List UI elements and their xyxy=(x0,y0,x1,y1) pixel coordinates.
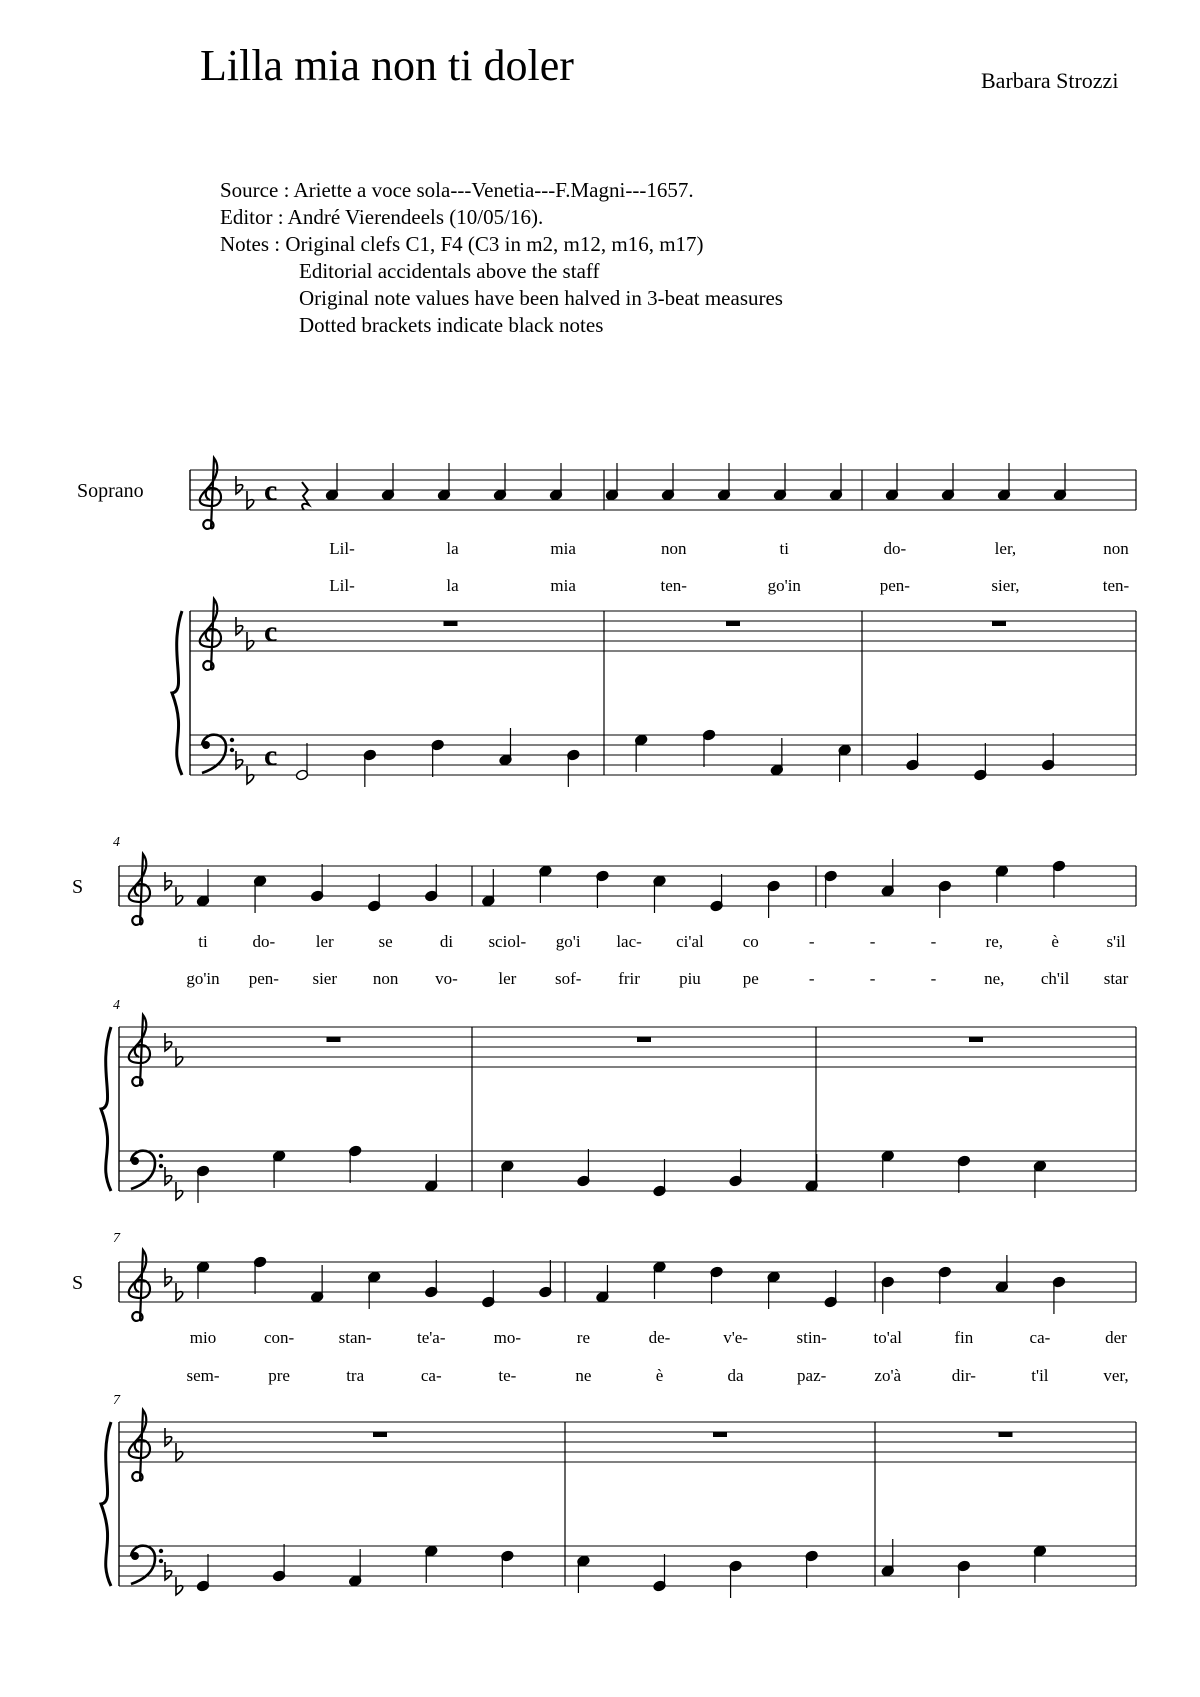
soprano-note xyxy=(881,1276,894,1314)
bass-note xyxy=(653,1159,666,1197)
editor-line: Editor : André Vierendeels (10/05/16). xyxy=(220,205,544,229)
flat-sign xyxy=(165,1167,172,1185)
soprano-note xyxy=(661,463,674,501)
soprano-note xyxy=(885,463,898,501)
lyric-syllable: stin- xyxy=(796,1328,827,1347)
soprano-note xyxy=(653,875,666,913)
lyric-syllable: ca- xyxy=(420,1366,442,1385)
lyric-syllable: ca- xyxy=(1029,1328,1051,1347)
whole-rest xyxy=(726,621,740,626)
soprano-note xyxy=(605,463,618,501)
bass-note xyxy=(634,734,647,772)
bass-note xyxy=(881,1150,894,1188)
flat-sign xyxy=(236,617,243,635)
lyric-syllable: - xyxy=(808,932,815,951)
lyric-syllable: do- xyxy=(252,932,276,951)
lyric-syllable: Lil- xyxy=(329,539,355,558)
lyric-syllable: re xyxy=(576,1328,591,1347)
soprano-note xyxy=(717,463,730,501)
lyric-syllable: sier xyxy=(312,969,338,988)
bass-note xyxy=(348,1549,361,1587)
whole-rest xyxy=(637,1037,651,1042)
notes-line: Notes : Original clefs C1, F4 (C3 in m2, m12, m16, m17) xyxy=(220,232,704,256)
lyric-syllable: la xyxy=(446,576,459,595)
lyric-syllable: sof- xyxy=(554,969,582,988)
lyric-syllable: la xyxy=(446,539,459,558)
lyric-syllable: te'a- xyxy=(416,1328,446,1347)
bass-note xyxy=(906,733,919,771)
bass-note xyxy=(838,744,851,782)
bass-note xyxy=(577,1555,590,1593)
soprano-note xyxy=(196,869,209,907)
soprano-note xyxy=(767,1271,780,1309)
lyric-syllable: go'in xyxy=(767,576,801,595)
soprano-note xyxy=(493,463,506,501)
soprano-note xyxy=(824,1270,837,1308)
lyric-syllable: ten- xyxy=(660,576,687,595)
whole-rest xyxy=(713,1432,727,1437)
lyric-syllable: da xyxy=(727,1366,744,1385)
soprano-note xyxy=(653,1261,666,1299)
soprano-note xyxy=(425,864,438,902)
lyric-syllable: - xyxy=(869,932,876,951)
part-label: S xyxy=(72,1272,84,1294)
lyric-syllable: ler, xyxy=(994,539,1017,558)
lyric-syllable: co xyxy=(742,932,759,951)
bass-note xyxy=(272,1150,285,1188)
soprano-note xyxy=(829,463,842,501)
lyric-syllable: s'il xyxy=(1106,932,1126,951)
soprano-note xyxy=(325,463,338,501)
treble-clef xyxy=(200,599,221,670)
lyric-syllable: non xyxy=(372,969,399,988)
bass-note xyxy=(974,743,987,781)
soprano-note xyxy=(549,463,562,501)
bass-note xyxy=(295,743,308,781)
soprano-note xyxy=(482,869,495,907)
soprano-note xyxy=(997,463,1010,501)
lyric-syllable: non xyxy=(660,539,687,558)
soprano-note xyxy=(425,1260,438,1298)
flat-sign xyxy=(236,476,243,494)
bass-note xyxy=(770,738,783,776)
lyric-syllable: pen- xyxy=(248,969,279,988)
soprano-note xyxy=(710,874,723,912)
bass-clef-dot xyxy=(159,1549,163,1553)
treble-clef xyxy=(129,1410,150,1481)
bass-note xyxy=(702,729,715,767)
lyric-syllable: v'e- xyxy=(723,1328,748,1347)
lyric-syllable: lac- xyxy=(616,932,642,951)
treble-clef xyxy=(129,1015,150,1086)
lyric-syllable: non xyxy=(1103,539,1129,558)
bass-clef-dot xyxy=(230,738,234,742)
bass-note xyxy=(653,1554,666,1592)
soprano-note xyxy=(437,463,450,501)
time-signature: c xyxy=(264,474,278,507)
soprano-note xyxy=(710,1266,723,1304)
bass-note xyxy=(957,1155,970,1193)
soprano-note xyxy=(938,1266,951,1304)
lyric-syllable: con- xyxy=(263,1328,295,1347)
whole-rest xyxy=(327,1037,341,1042)
bass-note xyxy=(1033,1545,1046,1583)
lyric-syllable: go'in xyxy=(186,969,220,988)
soprano-note xyxy=(253,875,266,913)
lyric-syllable: mia xyxy=(550,576,576,595)
soprano-note xyxy=(767,880,780,918)
flat-sign xyxy=(247,766,254,784)
lyric-syllable: de- xyxy=(648,1328,671,1347)
lyric-syllable: stan- xyxy=(338,1328,372,1347)
soprano-note xyxy=(881,859,894,897)
soprano-note xyxy=(995,1255,1008,1293)
lyric-syllable: re, xyxy=(985,932,1004,951)
lyric-syllable: ti xyxy=(198,932,208,951)
lyric-syllable: - xyxy=(869,969,876,988)
measure-number: 7 xyxy=(113,1393,120,1408)
flat-sign xyxy=(176,1182,183,1200)
bass-clef-dot xyxy=(159,1164,163,1168)
flat-sign xyxy=(165,1268,172,1286)
bass-clef xyxy=(131,1151,155,1189)
bass-note xyxy=(805,1550,818,1588)
bass-note xyxy=(499,728,512,766)
lyric-syllable: der xyxy=(1105,1328,1127,1347)
bass-clef-dot xyxy=(202,741,210,749)
soprano-note xyxy=(310,864,323,902)
lyric-syllable: te- xyxy=(498,1366,517,1385)
soprano-note xyxy=(196,1261,209,1299)
flat-sign xyxy=(247,491,254,509)
bass-note xyxy=(501,1550,514,1588)
lyric-syllable: vo- xyxy=(435,969,458,988)
bass-clef-dot xyxy=(159,1559,163,1563)
lyric-syllable: to'al xyxy=(873,1328,903,1347)
bass-note xyxy=(431,739,444,777)
bass-note xyxy=(363,749,376,787)
bass-clef xyxy=(202,735,226,773)
soprano-note xyxy=(596,870,609,908)
lyric-syllable: sciol- xyxy=(488,932,527,951)
bass-note xyxy=(501,1160,514,1198)
lyric-syllable: dir- xyxy=(951,1366,976,1385)
soprano-note xyxy=(995,865,1008,903)
lyric-syllable: pre xyxy=(268,1366,290,1385)
lyric-syllable: mia xyxy=(550,539,576,558)
composer-name: Barbara Strozzi xyxy=(981,68,1119,93)
source-line: Source : Ariette a voce sola---Venetia---F.Magni---1657. xyxy=(220,178,694,202)
bass-clef xyxy=(131,1546,155,1584)
lyric-syllable: tra xyxy=(346,1366,365,1385)
flat-sign xyxy=(176,887,183,905)
soprano-note xyxy=(824,870,837,908)
soprano-note xyxy=(539,1260,552,1298)
piano-brace xyxy=(101,1027,111,1191)
treble-clef xyxy=(129,854,150,925)
piece-title: Lilla mia non ti doler xyxy=(200,41,574,90)
treble-clef xyxy=(129,1250,150,1321)
flat-sign xyxy=(176,1048,183,1066)
bass-clef-dot xyxy=(131,1552,139,1560)
lyric-syllable: - xyxy=(930,969,937,988)
soprano-note xyxy=(773,463,786,501)
bass-note xyxy=(729,1149,742,1187)
soprano-note xyxy=(310,1265,323,1303)
flat-sign xyxy=(247,632,254,650)
lyric-syllable: ler xyxy=(498,969,517,988)
lyric-syllable: paz- xyxy=(797,1366,827,1385)
lyric-syllable: sier, xyxy=(991,576,1020,595)
measure-number: 4 xyxy=(113,835,120,850)
flat-sign xyxy=(176,1283,183,1301)
lyric-syllable: pe xyxy=(742,969,759,988)
bass-clef-dot xyxy=(159,1154,163,1158)
lyric-syllable: do- xyxy=(883,539,907,558)
notes-line: Original note values have been halved in 3-beat measures xyxy=(299,286,783,310)
bass-note xyxy=(425,1154,438,1192)
lyric-syllable: se xyxy=(378,932,393,951)
notes-line: Dotted brackets indicate black notes xyxy=(299,313,604,337)
lyric-syllable: ler xyxy=(315,932,334,951)
soprano-note xyxy=(482,1270,495,1308)
bass-clef-dot xyxy=(131,1157,139,1165)
flat-sign xyxy=(165,872,172,890)
soprano-note xyxy=(1052,1276,1065,1314)
lyric-syllable: ver, xyxy=(1103,1366,1129,1385)
lyric-syllable: pen- xyxy=(879,576,910,595)
measure-number: 4 xyxy=(113,998,120,1013)
soprano-note xyxy=(941,463,954,501)
whole-rest xyxy=(999,1432,1013,1437)
flat-sign xyxy=(236,751,243,769)
lyric-syllable: ne xyxy=(575,1366,592,1385)
soprano-note xyxy=(539,865,552,903)
soprano-note xyxy=(1053,463,1066,501)
whole-rest xyxy=(444,621,458,626)
lyric-syllable: è xyxy=(1051,932,1059,951)
bass-note xyxy=(196,1165,209,1203)
flat-sign xyxy=(165,1033,172,1051)
bass-note xyxy=(425,1545,438,1583)
lyric-syllable: ch'il xyxy=(1040,969,1070,988)
soprano-note xyxy=(367,874,380,912)
soprano-note xyxy=(381,463,394,501)
lyric-syllable: mio xyxy=(189,1328,217,1347)
lyric-syllable: di xyxy=(439,932,454,951)
notes-line: Editorial accidentals above the staff xyxy=(299,259,600,283)
bass-note xyxy=(567,749,580,787)
soprano-note xyxy=(938,880,951,918)
whole-rest xyxy=(373,1432,387,1437)
lyric-syllable: ten- xyxy=(1102,576,1130,595)
part-label: Soprano xyxy=(77,480,144,502)
lyric-syllable: ci'al xyxy=(676,932,704,951)
lyric-syllable: go'i xyxy=(555,932,581,951)
bass-note xyxy=(348,1145,361,1183)
lyric-syllable: mo- xyxy=(493,1328,522,1347)
lyric-syllable: - xyxy=(808,969,815,988)
lyric-syllable: frir xyxy=(618,969,640,988)
bass-clef-dot xyxy=(230,748,234,752)
bass-note xyxy=(729,1560,742,1598)
time-signature: c xyxy=(264,739,278,772)
bass-note xyxy=(196,1554,209,1592)
bass-note xyxy=(805,1154,818,1192)
lyric-syllable: sem- xyxy=(186,1366,220,1385)
time-signature: c xyxy=(264,615,278,648)
lyric-syllable: zo'à xyxy=(874,1366,902,1385)
soprano-note xyxy=(367,1271,380,1309)
flat-sign xyxy=(165,1562,172,1580)
lyric-syllable: Lil- xyxy=(329,576,355,595)
flat-sign xyxy=(165,1428,172,1446)
lyric-syllable: è xyxy=(655,1366,664,1385)
lyric-syllable: fin xyxy=(954,1328,974,1347)
bass-note xyxy=(577,1149,590,1187)
treble-clef xyxy=(200,458,221,529)
piano-brace xyxy=(101,1422,111,1586)
lyric-syllable: piu xyxy=(679,969,701,988)
soprano-note xyxy=(253,1256,266,1294)
lyric-syllable: t'il xyxy=(1031,1366,1049,1385)
lyric-syllable: star xyxy=(1103,969,1129,988)
whole-rest xyxy=(969,1037,983,1042)
bass-note xyxy=(957,1560,970,1598)
lyric-syllable: ti xyxy=(779,539,790,558)
part-label: S xyxy=(72,876,84,898)
flat-sign xyxy=(176,1443,183,1461)
lyric-syllable: - xyxy=(930,932,937,951)
bass-note xyxy=(881,1539,894,1577)
quarter-rest xyxy=(302,482,309,510)
lyric-syllable: ne, xyxy=(984,969,1005,988)
piano-brace xyxy=(172,611,182,775)
flat-sign xyxy=(176,1577,183,1595)
bass-note xyxy=(272,1544,285,1582)
soprano-note xyxy=(1052,860,1065,898)
whole-rest xyxy=(992,621,1006,626)
soprano-note xyxy=(596,1265,609,1303)
bass-note xyxy=(1033,1160,1046,1198)
bass-note xyxy=(1041,733,1054,771)
measure-number: 7 xyxy=(113,1231,120,1246)
